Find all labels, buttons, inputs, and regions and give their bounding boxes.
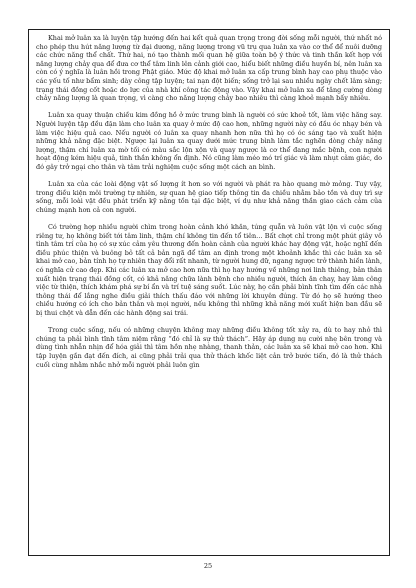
page-number: 25 (203, 562, 213, 570)
paragraph-1: Khai mở luân xa là luyện tập hướng đến hai kết quả quan trọng trong đời sống mỗi người, thứ nhất nó cho phép thu hút năng lượng từ đại dương, năng lượng trong vũ trụ qua luân xa vào cơ thể để nuôi dưỡng các chức năng thể chất. Thứ hai, nó tạo thành mối quan hệ giữa toàn bộ ý thức và tinh thần kết hợp với năng lượng chảy qua để đưa cơ thể tâm linh lên cảnh giới cao, hiểu biết những điều huyền bí, nên luân xa còn có ý nghĩa là luân hồi trong Phật giáo. Mức độ khai mở luân xa cấp trung bình hay cao phụ thuộc vào các yếu tố như bẩm sinh; dày công tập luyện; tai nạn đột biến; sống trở lại sau nhiều ngày chết lâm sàng; trạng thái đồng cốt hoặc do lực của nhà khí công tác động vào. Vậy khai mở luân xa để tăng cường dòng chảy năng lượng là quan trọng, vì càng cho năng lượng chảy bao nhiêu thì càng khoẻ mạnh bấy nhiêu. (36, 34, 382, 103)
paragraph-2: Luân xa quay thuận chiều kim đồng hồ ở mức trung bình là người có sức khoẻ tốt, làm việc hăng say. Người luyện tập đều đặn làm cho luân xa quay ở mức độ cao hơn, những người này có đầu óc nhạy bén và làm việc hiệu quả cao. Nếu người có luân xa quay nhanh hơn nữa thì họ có óc sáng tạo và xuất hiện những khả năng đặc biệt. Ngược lại luân xa quay dưới mức trung bình làm tắc nghẽn dòng chảy năng lượng, thậm chí luân xa mờ tối có màu sắc lộn xộn và quay ngược là cơ thể đang mắc bệnh, con người hoạt động kém hiệu quả, tinh thần không ổn định. Nó cũng làm méo mó trí giác và làm nhụt cảm giác, do đó gây trở ngại cho thân và tâm trải nghiệm cuộc sống một cách an bình. (36, 111, 382, 171)
paragraph-5: Trong cuộc sống, nếu có những chuyện không may những điều không tốt xảy ra, dù to hay nhỏ thì chúng ta phải bình tĩnh tâm niệm rằng “đó chỉ là sự thử thách”. Hãy áp dụng nụ cười nhẹ bên trong và dùng tình nhẫn nhịn để hóa giải thì tâm hồn nhẹ nhàng, thanh thản, các luân xa sẽ khai mở cao hơn. Khi tập luyện gần đạt đến đích, ai cũng phải trải qua thử thách khốc liệt cản trở bước tiến, đó là thử thách cuối cùng nhằm nhắc nhở mỗi người phải luôn gìn (36, 326, 382, 369)
paragraph-4: Có trường hợp nhiều người chìm trong hoàn cảnh khó khăn, túng quẫn và luôn vật lộn vì cuộc sống riêng tư, họ không biết tới tâm linh, thậm chí không tin đến tổ tiên… Bất chợt chỉ trong một phút giây vô tình tâm trí của họ có sự xúc cảm yêu thương đến hoàn cảnh của người khác hay động vật, hoặc nghĩ đến điều phúc thiện và buông bỏ tất cả bản ngã để tâm an định trong một khoảnh khắc thì các luân xa sẽ khai mở cao, bản tính họ tự nhiên thay đổi rất nhanh, từ người hung dữ, ngang ngược trở thành hiền lành, có nghĩa cử cao đẹp. Khi các luân xa mở cao hơn nữa thì họ hay hướng về những nơi linh thiêng, bản thân xuất hiện trạng thái đồng cốt, có khả năng chữa lành bệnh cho nhiều người, thích ăn chay, hay làm công việc từ thiện, thích khám phá sự bí ẩn và trí tuệ sáng suốt. Lúc này, họ cần phải bình tĩnh tìm đến các nhà thông thái để lắng nghe điều giải thích thấu đáo với những lời khuyên đúng. Từ đó họ sẽ hướng theo chiều hướng có ích cho bản thân và mọi người, nếu không thì những khả năng mới xuất hiện ban đầu sẽ bị thui chột và dẫn đến các hành động sai trái. (36, 223, 382, 317)
paragraph-3: Luân xa của các loài động vật số lượng ít hơn so với người và phát ra hào quang mờ mỏng. Tuy vậy, trong điều kiện môi trường tự nhiên, sự quan hệ giao tiếp thông tin đa chiều nhằm bảo tồn và duy trì sự sống, mỗi loài vật đều phát triển kỹ năng tồn tại đặc biệt, ví dụ như khả năng thần giao cách cảm của chúng mạnh hơn cả con người. (36, 180, 382, 214)
body-text (36, 34, 382, 378)
